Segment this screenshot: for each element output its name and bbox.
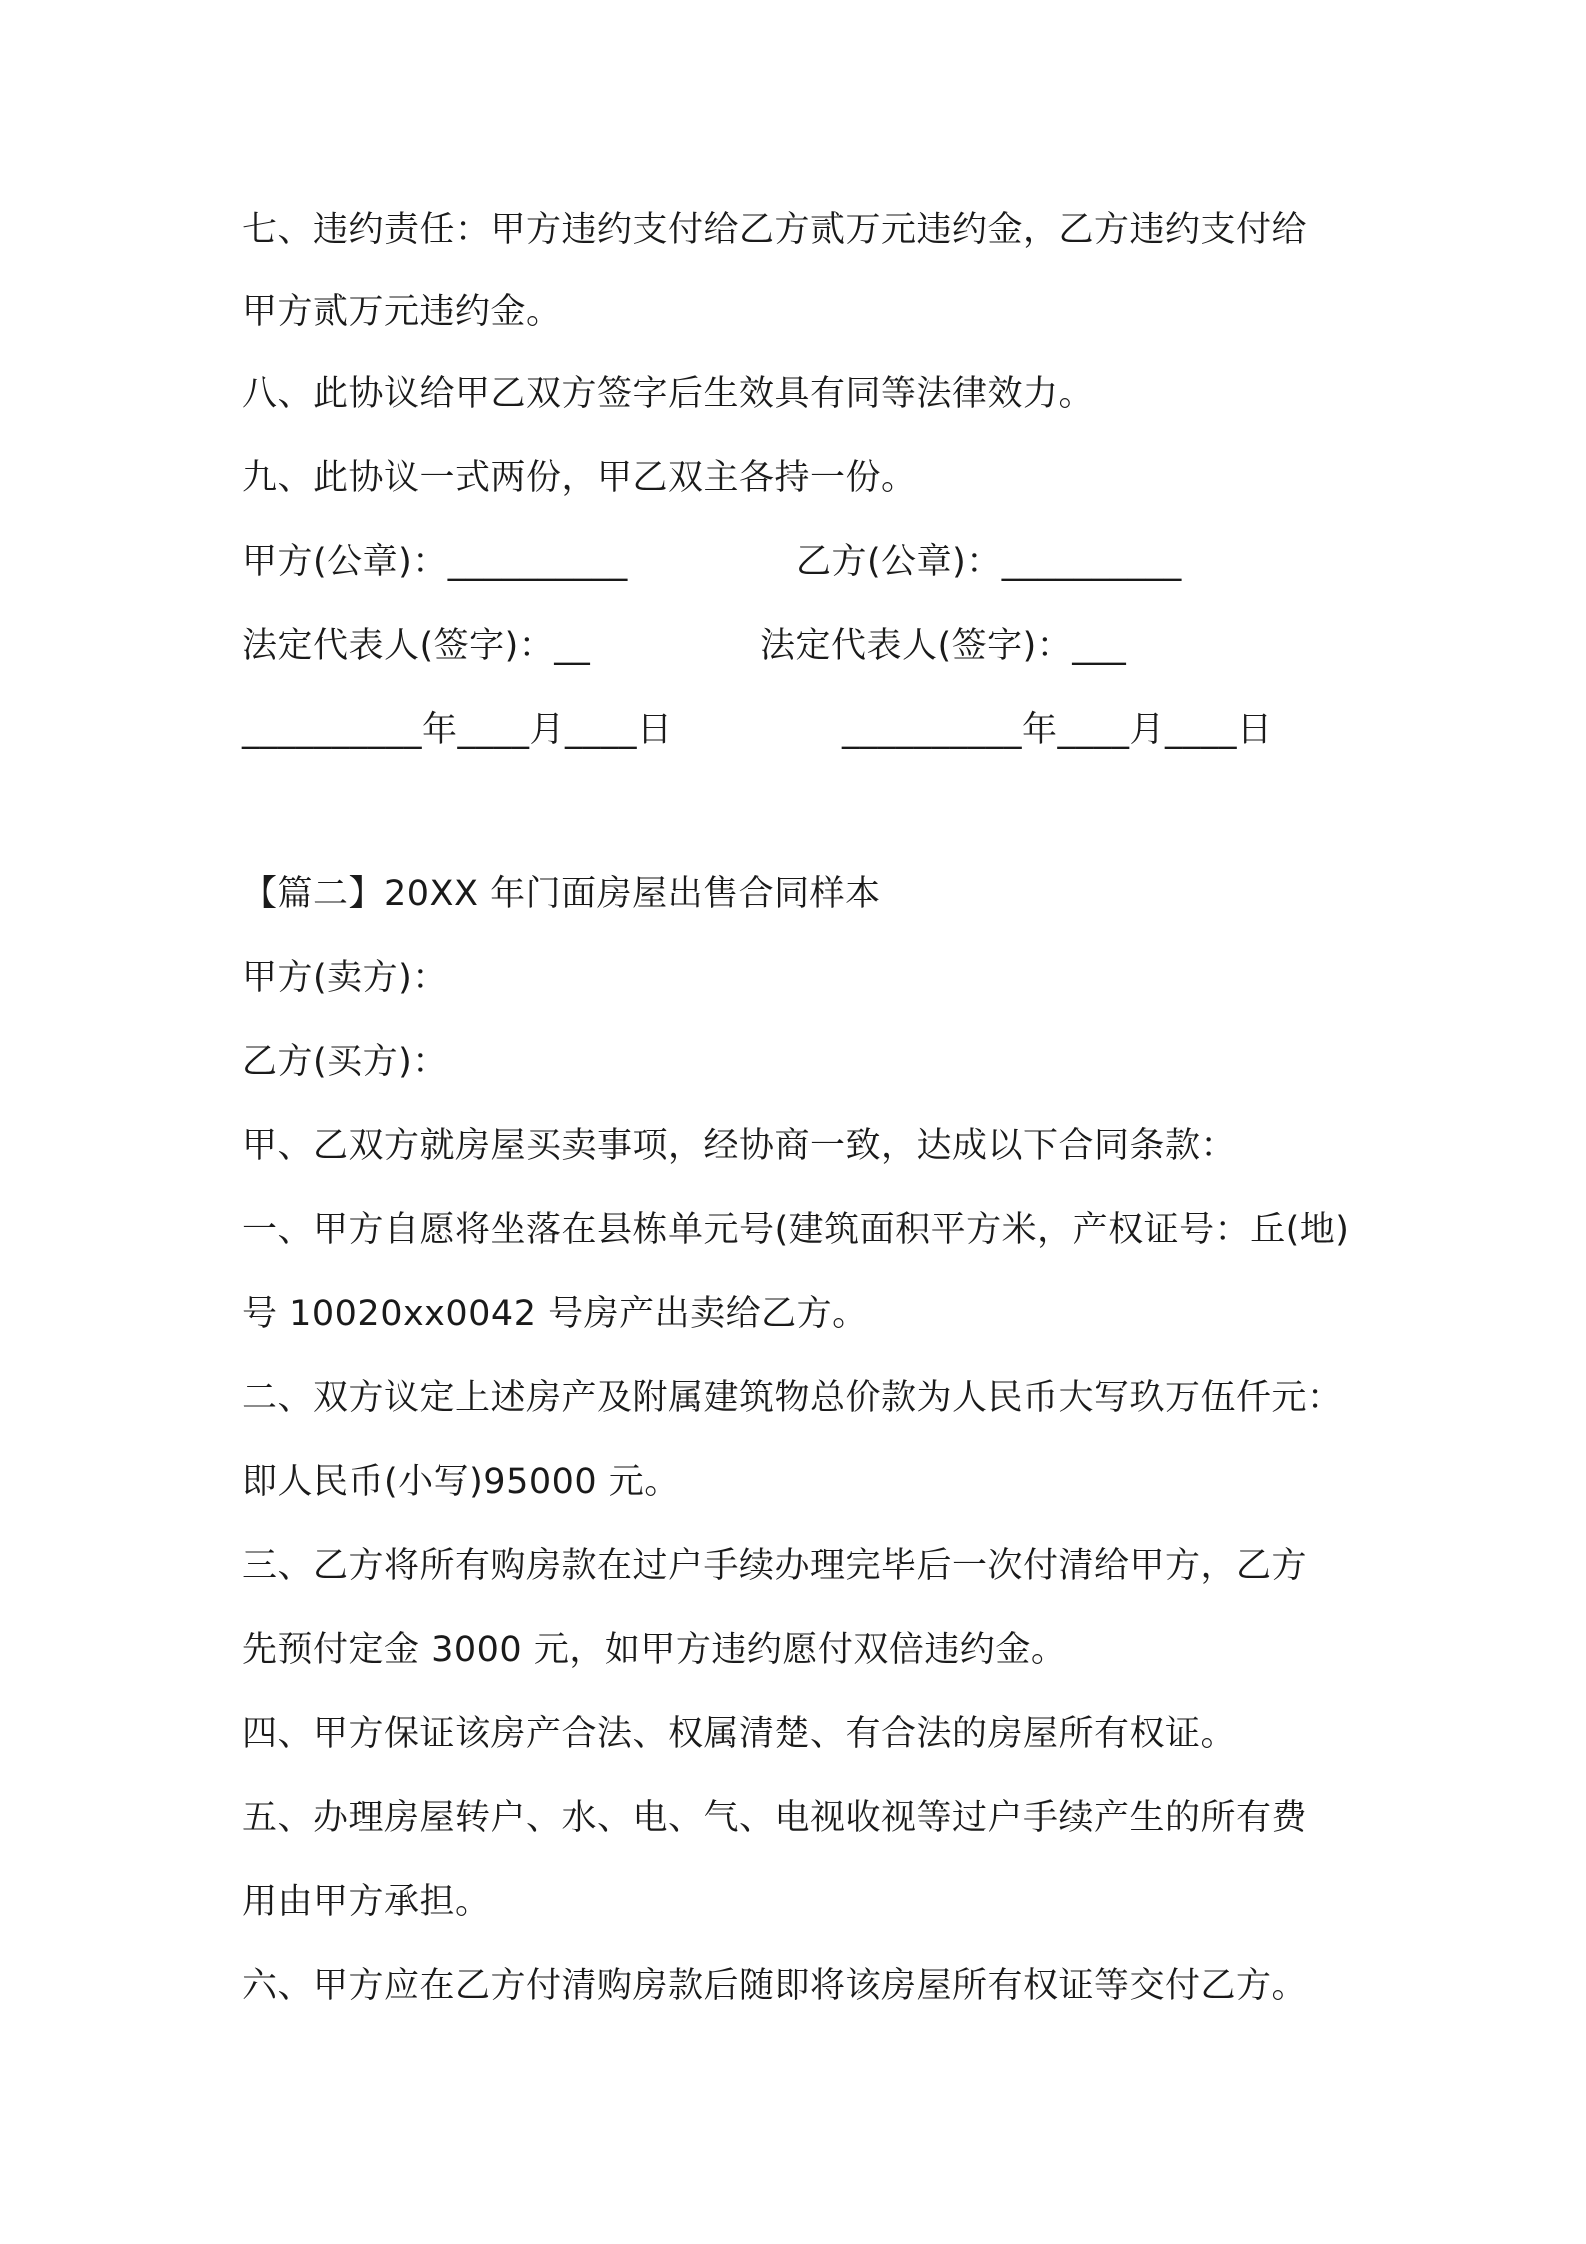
clause-3-line-2: 先预付定金 3000 元，如甲方违约愿付双倍违约金。 bbox=[242, 1630, 1067, 1670]
clause-5-line-2: 用由甲方承担。 bbox=[242, 1882, 491, 1922]
clause-7-line-2: 甲方贰万元违约金。 bbox=[242, 292, 562, 332]
clause-1-line-2: 号 10020xx0042 号房产出卖给乙方。 bbox=[242, 1294, 868, 1334]
clause-4: 四、甲方保证该房产合法、权属清楚、有合法的房屋所有权证。 bbox=[242, 1714, 1237, 1754]
party-b-representative-line: 法定代表人(签字)：___ bbox=[760, 626, 1127, 666]
section-2-title: 【篇二】20XX 年门面房屋出售合同样本 bbox=[242, 874, 881, 914]
clause-6: 六、甲方应在乙方付清购房款后随即将该房屋所有权证等交付乙方。 bbox=[242, 1966, 1308, 2006]
clause-2-line-2: 即人民币(小写)95000 元。 bbox=[242, 1462, 680, 1502]
party-a-representative-line: 法定代表人(签字)：__ bbox=[242, 626, 591, 666]
buyer-line: 乙方(买方)： bbox=[242, 1042, 448, 1082]
clause-3-line-1: 三、乙方将所有购房款在过户手续办理完毕后一次付清给甲方，乙方 bbox=[242, 1546, 1308, 1586]
party-a-seal-line: 甲方(公章)：__________ bbox=[242, 542, 628, 582]
clause-2-line-1: 二、双方议定上述房产及附属建筑物总价款为人民币大写玖万伍仟元： bbox=[242, 1378, 1343, 1418]
party-b-seal-line: 乙方(公章)：__________ bbox=[796, 542, 1182, 582]
clause-5-line-1: 五、办理房屋转户、水、电、气、电视收视等过户手续产生的所有费 bbox=[242, 1798, 1308, 1838]
clause-8: 八、此协议给甲乙双方签字后生效具有同等法律效力。 bbox=[242, 374, 1095, 414]
clause-1-line-1: 一、甲方自愿将坐落在县栋单元号(建筑面积平方米，产权证号：丘(地) bbox=[242, 1210, 1350, 1250]
party-a-date-line: __________年____月____日 bbox=[242, 710, 673, 750]
clause-9: 九、此协议一式两份，甲乙双主各持一份。 bbox=[242, 458, 917, 498]
party-b-date-line: __________年____月____日 bbox=[842, 710, 1273, 750]
clause-7-line-1: 七、违约责任：甲方违约支付给乙方贰万元违约金，乙方违约支付给 bbox=[242, 210, 1308, 250]
contract-intro: 甲、乙双方就房屋买卖事项，经协商一致，达成以下合同条款： bbox=[242, 1126, 1237, 1166]
seller-line: 甲方(卖方)： bbox=[242, 958, 448, 998]
